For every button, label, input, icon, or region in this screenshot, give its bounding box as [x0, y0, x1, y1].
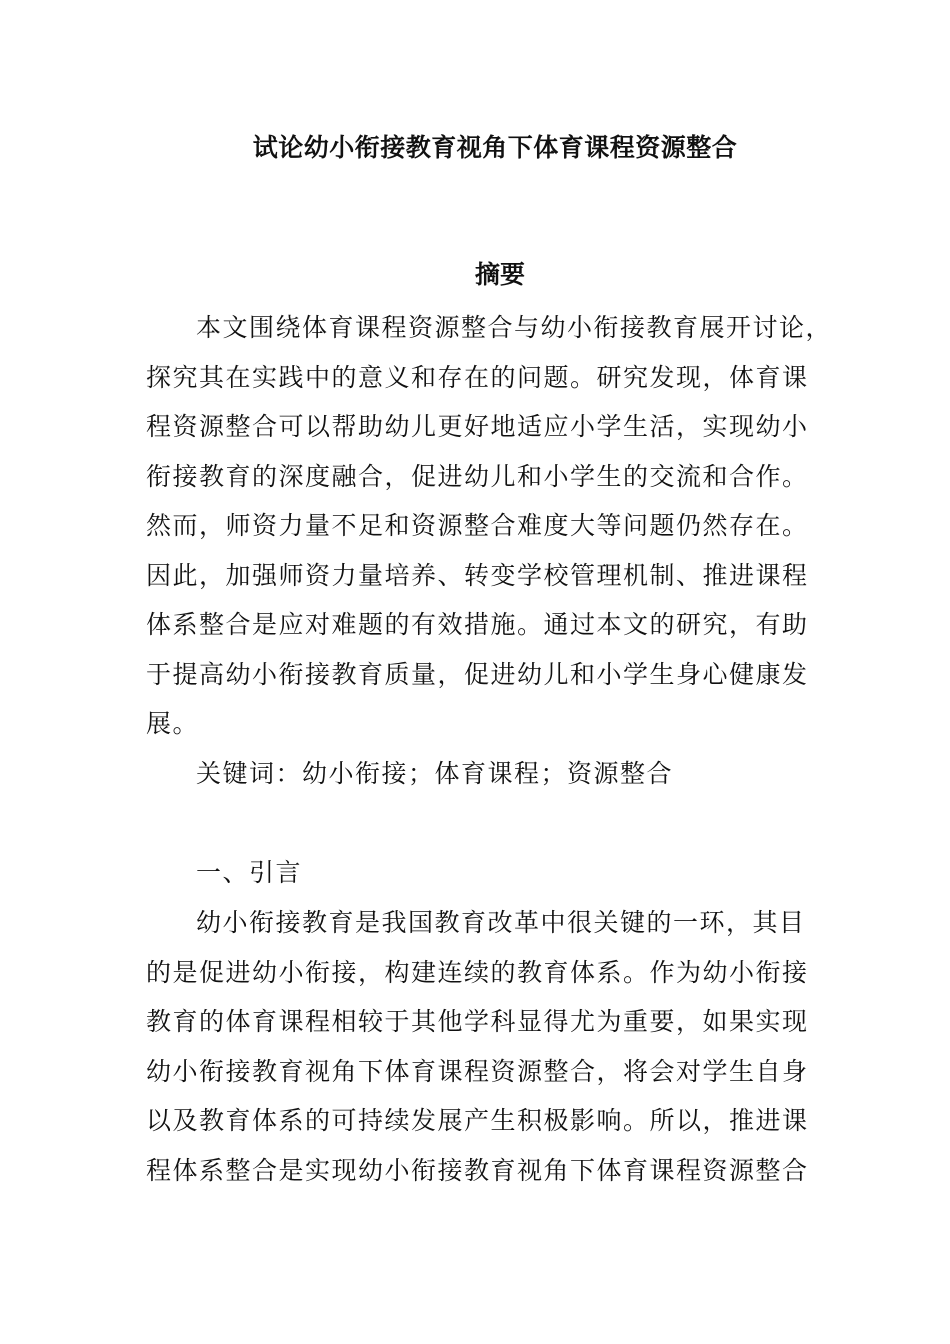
section-heading-introduction	[146, 848, 812, 898]
introduction-line: 程体系整合是实现幼小衔接教育视角下体育课程资源整合	[146, 1155, 809, 1185]
abstract-heading: 摘要	[474, 260, 525, 289]
abstract-line: 然而，师资力量不足和资源整合难度大等问题仍然存在。	[146, 511, 809, 540]
abstract-line: 本文围绕体育课程资源整合与幼小衔接教育展开讨论，	[196, 313, 833, 342]
keywords-paragraph	[146, 749, 812, 799]
document-title: 试论幼小衔接教育视角下体育课程资源整合	[252, 133, 738, 162]
abstract-line: 探究其在实践中的意义和存在的问题。研究发现，体育课	[146, 362, 809, 392]
abstract-line: 体系整合是应对难题的有效措施。通过本文的研究，有助	[146, 610, 809, 639]
introduction-line: 幼小衔接教育是我国教育改革中很关键的一环，其目	[196, 908, 806, 937]
introduction-paragraph	[146, 898, 812, 1195]
section-heading-text: 一、引言	[196, 858, 303, 887]
introduction-line: 幼小衔接教育视角下体育课程资源整合，将会对学生自身	[146, 1056, 809, 1086]
abstract-paragraph	[146, 303, 833, 749]
abstract-line: 于提高幼小衔接教育质量，促进幼儿和小学生身心健康发	[146, 659, 809, 689]
introduction-line: 的是促进幼小衔接，构建连续的教育体系。作为幼小衔接	[146, 957, 809, 987]
introduction-line: 以及教育体系的可持续发展产生积极影响。所以，推进课	[146, 1106, 809, 1135]
abstract-line: 程资源整合可以帮助幼儿更好地适应小学生活，实现幼小	[146, 412, 809, 441]
introduction-line: 教育的体育课程相较于其他学科显得尤为重要，如果实现	[146, 1007, 809, 1036]
keywords-line: 关键词：幼小衔接；体育课程；资源整合	[196, 759, 674, 788]
abstract-line: 因此，加强师资力量培养、转变学校管理机制、推进课程	[146, 560, 809, 590]
abstract-line: 衔接教育的深度融合，促进幼儿和小学生的交流和合作。	[146, 461, 809, 491]
abstract-line: 展。	[146, 709, 200, 738]
